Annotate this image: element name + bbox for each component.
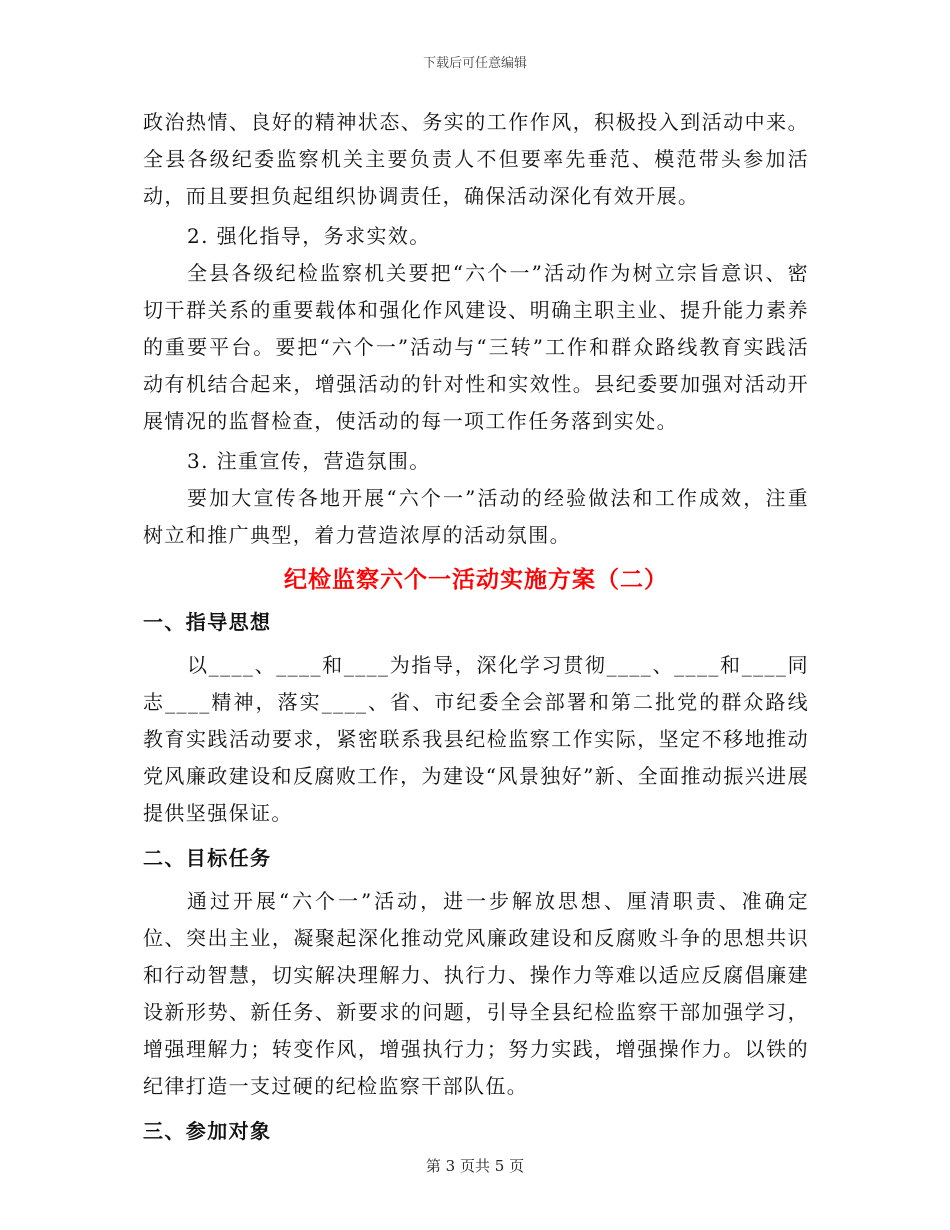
paragraph: 政治热情、良好的精神状态、务实的工作作风，积极投入到活动中来。全县各级纪委监察机关主要负责人不但要率先垂范、模范带头参加活动，而且要担负起组织协调责任，确保活动深化有效开展。 (143, 110, 809, 208)
document-body (143, 104, 809, 1156)
subheading: 2. 强化指导，务求实效。 (187, 224, 431, 248)
document-title: 纪检监察六个一活动实施方案（二） (284, 566, 668, 593)
paragraph: 要加大宣传各地开展“六个一”活动的经验做法和工作成效，注重树立和推广典型，着力营造浓厚的活动氛围。 (143, 486, 809, 547)
paragraph: 以____、____和____为指导，深化学习贯彻____、____和____同志____精神，落实____、省、市纪委全会部署和第二批党的群众路线教育实践活动要求，紧密联系我县纪检监察工作实际，坚定不移地推动党风廉政建设和反腐败工作，为建设“风景独好”新、全面推动振兴进展提供坚强保证。 (143, 653, 809, 825)
section-heading: 二、目标任务 (143, 846, 272, 870)
page-footer: 第 3 页共 5 页 (425, 1157, 525, 1175)
subheading: 3. 注重宣传，营造氛围。 (187, 449, 431, 473)
section-heading: 三、参加对象 (143, 1119, 272, 1143)
paragraph: 通过开展“六个一”活动，进一步解放思想、厘清职责、准确定位、突出主业，凝聚起深化推动党风廉政建设和反腐败斗争的思想共识和行动智慧，切实解决理解力、执行力、操作力等难以适应反腐倡廉建设新形势、新任务、新要求的问题，引导全县纪检监察干部加强学习，增强理解力；转变作风，增强执行力；努力实践，增强操作力。以铁的纪律打造一支过硬的纪检监察干部队伍。 (143, 889, 809, 1098)
paragraph: 全县各级纪检监察机关要把“六个一”活动作为树立宗旨意识、密切干群关系的重要载体和强化作风建设、明确主职主业、提升能力素养的重要平台。要把“六个一”活动与“三转”工作和群众路线教育实践活动有机结合起来，增强活动的针对性和实效性。县纪委要加强对活动开展情况的监督检查，使活动的每一项工作任务落到实处。 (143, 261, 809, 433)
page-header: 下载后可任意编辑 (422, 56, 527, 71)
section-heading: 一、指导思想 (143, 610, 272, 634)
